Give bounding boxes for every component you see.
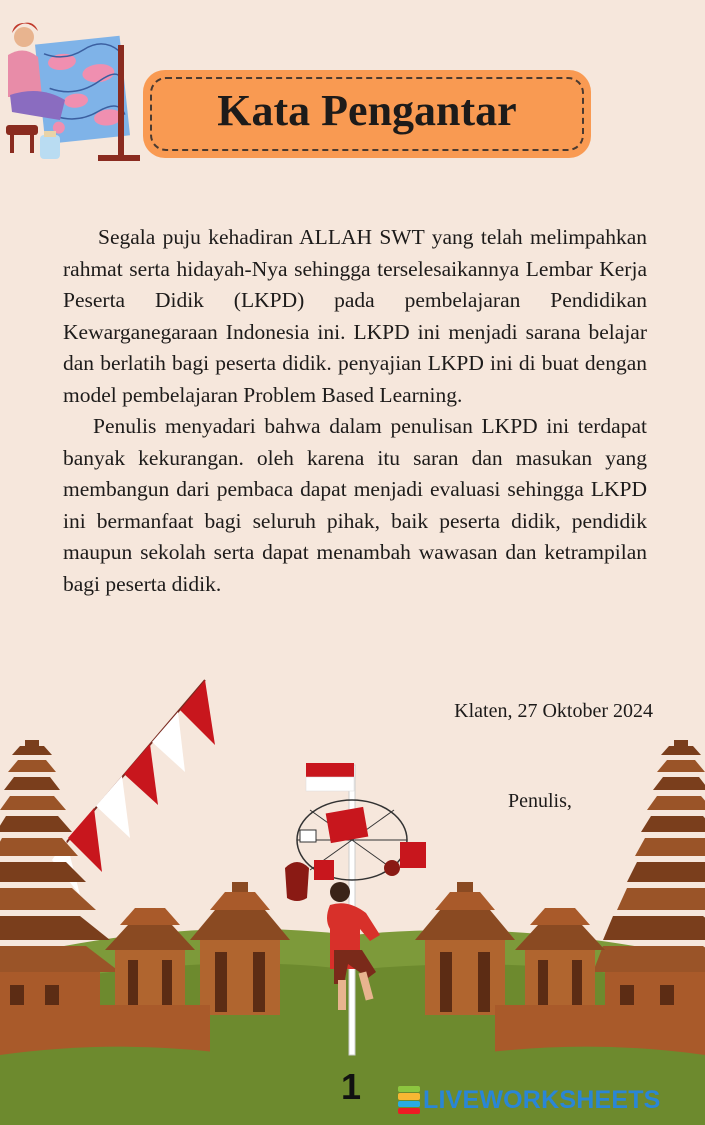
prize-box [326,807,369,843]
title-banner [143,70,591,158]
left-shrine [105,908,195,1010]
body-text [63,222,647,600]
right-shrine [515,908,605,1010]
page-number: 1 [341,1066,362,1107]
center-left-shrine [190,882,290,1015]
liveworksheets-logo-icon [398,1086,420,1114]
paragraph-1: Segala puju kehadiran ALLAH SWT yang telah melimpahkan rahmat serta hidayah-Nya sehingga terselesaikannya Lembar Kerja Peserta Didik (LKPD) pada pembelajaran Pendidikan Kewarganegaraan Indonesia ini. LKPD ini menjadi sarana belajar dan berlatih bagi peserta didik. penyajian LKPD ini di buat dengan model pembelajaran Problem Based Learning. [63,225,647,407]
flag-red [306,763,354,777]
prize-ball [384,860,400,876]
watermark-text: LIVEWORKSHEETS [423,1085,661,1114]
liveworksheets-watermark [398,1084,661,1116]
date-line: Klaten, 27 Oktober 2024 [454,700,653,722]
batik-artist-illustration [0,15,140,165]
paragraph-2: Penulis menyadari bahwa dalam penulisan LKPD ini terdapat banyak kekurangan. oleh karena itu saran dan masukan yang membangun dari pembaca dapat menjadi evaluasi sehingga LKPD ini bermanfaat bagi seluruh pihak, baik peserta didik, pendidik maupun sekolah serta dapat menambah wawasan dan ketrampilan bagi peserta didik. [63,414,647,596]
prize-box [400,842,426,868]
page-title: Kata Pengantar [217,86,517,135]
bunting-flags [52,680,215,895]
signer: Penulis, [508,790,572,812]
right-pagoda [593,740,705,1032]
prize-bag [285,862,309,901]
independence-day-scene [0,660,705,1125]
center-right-shrine [415,882,515,1015]
prize-box [314,860,334,880]
flag-white [306,777,354,791]
